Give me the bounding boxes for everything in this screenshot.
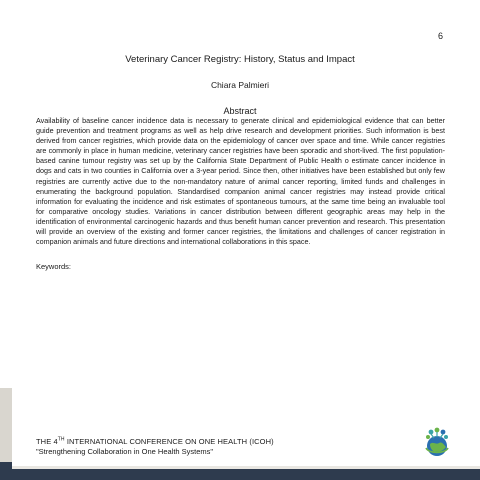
left-decorative-bar-dark bbox=[0, 462, 12, 480]
conference-name-suffix: INTERNATIONAL CONFERENCE ON ONE HEALTH (ICOH) bbox=[64, 437, 274, 446]
author-name: Chiara Palmieri bbox=[210, 80, 270, 90]
conference-theme: "Strengthening Collaboration in One Health Systems" bbox=[36, 447, 214, 456]
abstract-body: Availability of baseline cancer incidence data is necessary to generate clinical and epidemiological evidence that can better guide prevention and treatment programs as well as help drive research and development priorities. Such information is best derived from cancer registries, which provide data on the epidemiology of cancer over space and time. While cancer registries are commonly in place in human medicine, veterinary cancer registries have been sporadic and short-lived. The first population-based canine tumour registry was set up by the California State Department of Public Health o estimate cancer incidence in dogs and cats in two counties in California over a 3-year period. Since then, other initiatives have been established but only few registries are currently active due to the non-mandatory nature of animal cancer reporting, limited funds and challenges in enumerating the background population. Standardised companion animal cancer registries may instead provide critical information for evaluating the incidence and risk estimates of spontaneous tumours, at the same time being an invaluable tool for comparative oncology studies. Variations in cancer distribution between different geographic areas may help in the identification of environmental carcinogenic hazards and thus benefit human cancer prevention and research. This presentation will provide an overview of the existing and former cancer registries, the limitations and challenges of cancer registration in companion animals and future directions and international collaborations in this space. bbox=[36, 116, 445, 247]
abstract-heading: Abstract bbox=[223, 106, 257, 116]
conference-name-superscript: TH bbox=[57, 436, 65, 443]
conference-name-prefix: THE 4 bbox=[36, 437, 58, 446]
paper-title: Veterinary Cancer Registry: History, Status and Impact bbox=[125, 54, 355, 65]
conference-name bbox=[36, 437, 274, 446]
page-number: 6 bbox=[437, 31, 443, 41]
footer-dark-band bbox=[0, 469, 480, 480]
keywords-label: Keywords: bbox=[36, 262, 72, 271]
one-health-globe-logo-icon bbox=[420, 426, 454, 458]
